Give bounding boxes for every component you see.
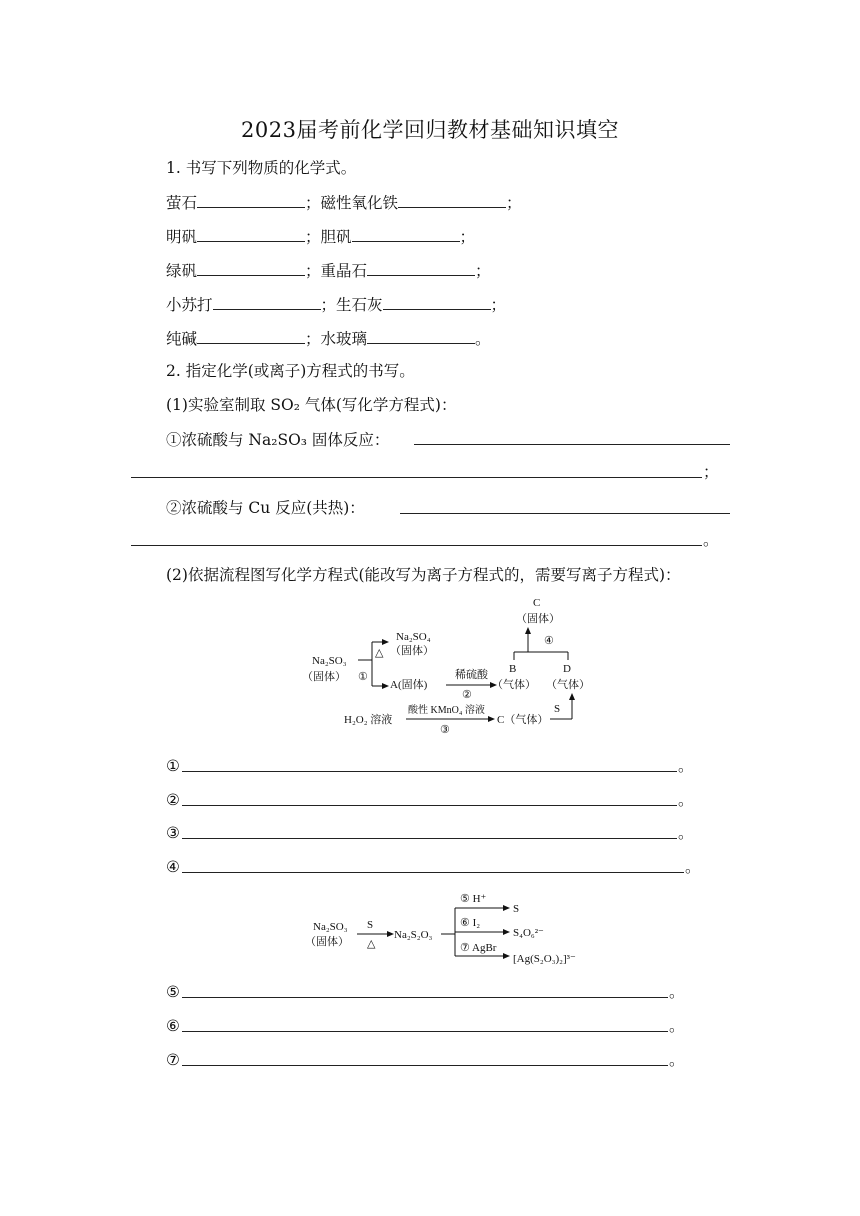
answer-blank[interactable]	[182, 1031, 668, 1032]
heat-symbol: △	[375, 647, 384, 659]
q1-row-4-b: 生石灰	[336, 296, 383, 314]
s-reagent-label: S	[554, 703, 561, 715]
q2-item-2: ②浓硫酸与 Cu 反应(共热)：	[166, 499, 365, 517]
na2so3-state: （固体）	[302, 671, 346, 683]
document-page: 2023届考前化学回归教材基础知识填空 1. 书写下列物质的化学式。 萤石 ；磁性氧化铁 ； 明矾 ；胆矾 ； 绿矾 ；重晶石 ； 小苏打 ；生石灰 ； 纯碱 ；水玻璃 。 2. 指定化学(或离子)方程式的书写。 (1)实验室制取 SO₂ 气体(写化学方程式)： ①浓硫酸与 Na₂SO₃ 固体反应： ； ②浓硫酸与 Cu 反应(共热)： 。 (2)依据流程图写化学方程式(能改写为离子方程式的，需要写离子方程式)： Na₂SO₃ （固体） △ ① Na₂SO₄ （固体） A(固体) 稀硫酸 ② B （气体） D （气体） ④ C （固体） H₂O₂ 溶液 酸性 KMnO₄ 溶液 ③ C（气体） S ① 。 ② 。 ③ 。 ④ 。 Na₂SO₃ （固体） S △ Na₂S₂O₃ ⑤ H⁺ S ⑥ I₂ S₄O₆²⁻ ⑦ AgBr [Ag(S₂O₃)₂]³⁻ ⑤ 。 ⑥ 。 ⑦ 。	[0, 0, 860, 1216]
q1-row-4-a: 小苏打	[166, 296, 213, 314]
q1-row-5-a: 纯碱	[166, 330, 198, 348]
product-5-label: S	[513, 903, 520, 915]
na2s2o3-label: Na₂S₂O₃	[394, 929, 433, 941]
answer-blank[interactable]	[197, 328, 305, 344]
s-reagent-label: S	[367, 919, 374, 931]
answer-blank[interactable]	[182, 872, 684, 873]
na2so3-label: Na₂SO₃	[312, 655, 347, 667]
flow-diagram-2	[305, 888, 595, 972]
answer-blank[interactable]	[383, 294, 491, 310]
a-solid-label: A(固体)	[390, 679, 428, 691]
answer-blank[interactable]	[352, 226, 460, 242]
heat-symbol: △	[367, 938, 376, 950]
q1-row-2-a: 明矾	[166, 228, 198, 246]
b-label: B	[509, 663, 517, 675]
q1-row-1-a: 萤石	[166, 194, 198, 212]
q1-row-3: 绿矾 ；重晶石 ；	[166, 262, 491, 280]
page-title: 2023届考前化学回归教材基础知识填空	[241, 118, 619, 142]
b-state: （气体）	[492, 679, 536, 691]
dilute-acid-label: 稀硫酸	[455, 669, 488, 681]
na2so3-state: （固体）	[305, 936, 349, 948]
product-7-label: [Ag(S₂O₃)₂]³⁻	[513, 953, 576, 965]
answer-blank[interactable]	[213, 294, 321, 310]
answer-blank[interactable]	[400, 513, 730, 514]
answer-row-3: ③	[166, 824, 180, 842]
na2so4-state: （固体）	[390, 645, 434, 657]
c-top-label: C	[533, 597, 541, 609]
answer-blank[interactable]	[398, 192, 506, 208]
answer-blank[interactable]	[414, 444, 730, 445]
reagent-5-label: ⑤ H⁺	[460, 893, 487, 905]
q2-item-1: ①浓硫酸与 Na₂SO₃ 固体反应：	[166, 431, 390, 449]
q1-row-5-b: 水玻璃	[320, 330, 368, 348]
step-1-label: ①	[358, 671, 368, 683]
answer-blank[interactable]	[182, 838, 677, 839]
d-state: （气体）	[546, 679, 590, 691]
answer-blank[interactable]	[182, 997, 668, 998]
q2-sub2: (2)依据流程图写化学方程式(能改写为离子方程式的，需要写离子方程式)：	[166, 566, 681, 584]
answer-blank[interactable]	[197, 226, 305, 242]
answer-blank[interactable]	[367, 260, 475, 276]
answer-blank[interactable]	[182, 1065, 668, 1066]
q1-row-3-a: 绿矾	[166, 262, 198, 280]
answer-row-1: ①	[166, 757, 180, 775]
flow-diagram-1	[300, 590, 610, 740]
step-4-label: ④	[544, 635, 554, 647]
step-2-label: ②	[462, 689, 472, 701]
q1-heading: 1. 书写下列物质的化学式。	[166, 159, 357, 177]
answer-blank[interactable]	[182, 805, 677, 806]
product-6-label: S₄O₆²⁻	[513, 927, 544, 939]
q1-row-5: 纯碱 ；水玻璃 。	[166, 330, 491, 348]
answer-blank[interactable]	[182, 771, 677, 772]
q1-row-1-b: 磁性氧化铁	[320, 194, 399, 212]
answer-blank[interactable]	[197, 260, 305, 276]
reagent-6-label: ⑥ I₂	[460, 917, 481, 929]
answer-row-6: ⑥	[166, 1017, 180, 1035]
na2so3-label: Na₂SO₃	[313, 921, 348, 933]
q1-row-4: 小苏打 ；生石灰 ；	[166, 296, 507, 314]
h2o2-label: H₂O₂ 溶液	[344, 714, 393, 726]
na2so4-label: Na₂SO₄	[396, 631, 431, 643]
answer-row-2: ②	[166, 791, 180, 809]
reagent-7-label: ⑦ AgBr	[460, 942, 497, 954]
q1-row-3-b: 重晶石	[320, 262, 368, 280]
kmno4-label: 酸性 KMnO₄ 溶液	[408, 705, 485, 716]
q1-row-2: 明矾 ；胆矾 ；	[166, 228, 476, 246]
answer-blank[interactable]	[367, 328, 475, 344]
answer-blank[interactable]	[131, 545, 702, 546]
answer-row-7: ⑦	[166, 1051, 180, 1069]
q1-row-2-b: 胆矾	[320, 228, 352, 246]
q1-row-1: 萤石 ；磁性氧化铁 ；	[166, 194, 522, 212]
answer-blank[interactable]	[197, 192, 305, 208]
answer-row-4: ④	[166, 858, 180, 876]
answer-row-5: ⑤	[166, 983, 180, 1001]
c-top-state: （固体）	[516, 613, 560, 625]
c-gas-label: C（气体）	[497, 714, 549, 726]
answer-blank[interactable]	[131, 477, 702, 478]
d-label: D	[563, 663, 571, 675]
q2-sub1: (1)实验室制取 SO₂ 气体(写化学方程式)：	[166, 396, 457, 414]
q2-heading: 2. 指定化学(或离子)方程式的书写。	[166, 362, 415, 380]
step-3-label: ③	[440, 724, 450, 736]
